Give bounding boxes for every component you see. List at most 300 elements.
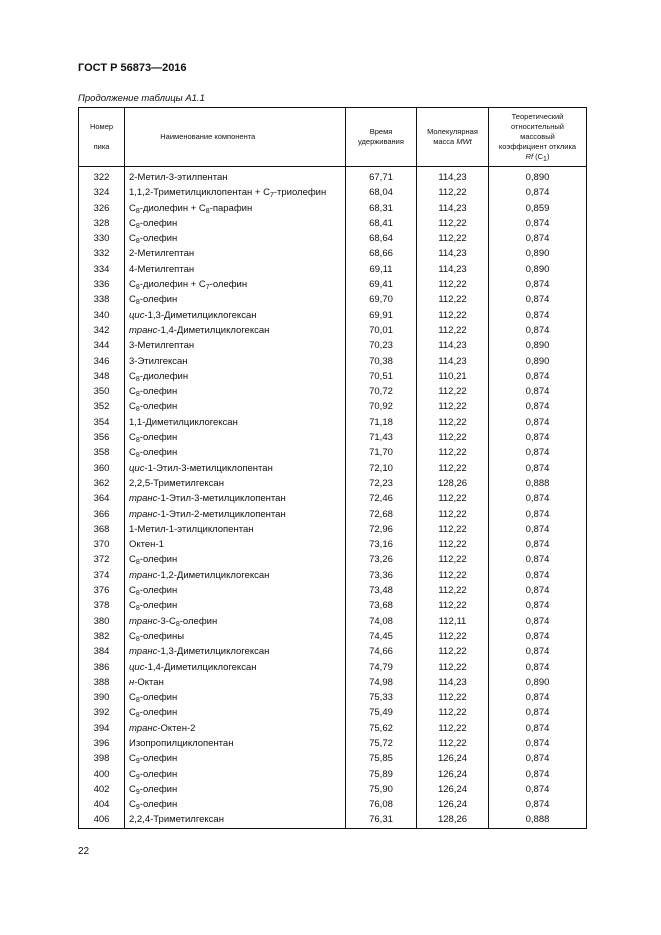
name-segment: -1-Этил-3-метилциклопентан [144,462,273,474]
name-segment: 1,1,2-Триметилциклопентан + С [129,187,270,199]
name-segment: 8 [135,635,140,643]
cell-retention-time: 72,23 [346,476,417,491]
header-retention-time: Время удерживания [346,108,417,167]
table-row [79,461,587,476]
table-row [79,476,587,491]
name-segment: 8 [135,207,140,215]
cell-retention-time: 69,70 [346,292,417,307]
name-segment: 9 [135,804,140,812]
cell-molecular-mass: 112,22 [417,491,489,506]
table-row [79,167,587,186]
cell-molecular-mass: 126,24 [417,767,489,782]
table-row [79,598,587,613]
cell-peak-number: 400 [79,767,125,782]
cell-molecular-mass: 112,22 [417,721,489,736]
cell-retention-time: 69,91 [346,308,417,323]
cell-component-name [125,767,346,782]
cell-response-factor: 0,859 [489,201,587,216]
name-segment: транс [129,324,158,336]
name-segment: -олефин [139,768,178,780]
name-segment: -олефин [139,554,178,566]
cell-molecular-mass: 112,22 [417,185,489,200]
cell-peak-number: 344 [79,338,125,353]
cell-peak-number: 392 [79,705,125,720]
cell-component-name [125,216,346,231]
cell-retention-time: 74,08 [346,614,417,629]
cell-molecular-mass: 114,23 [417,338,489,353]
header-peak-number: Номер пика [79,108,125,167]
name-segment: -Октан [134,676,164,688]
cell-component-name [125,797,346,812]
name-segment: Изопропилциклопентан [129,737,234,749]
cell-retention-time: 75,33 [346,690,417,705]
table-row [79,185,587,200]
cell-peak-number: 354 [79,415,125,430]
cell-response-factor: 0,874 [489,445,587,460]
cell-component-name [125,705,346,720]
cell-retention-time: 73,16 [346,537,417,552]
name-segment: -парафин [209,202,253,214]
cell-peak-number: 332 [79,246,125,261]
cell-peak-number: 388 [79,675,125,690]
cell-response-factor: 0,874 [489,583,587,598]
table-row [79,583,587,598]
name-segment: 8 [135,605,140,613]
table-row [79,751,587,766]
cell-molecular-mass: 114,23 [417,201,489,216]
name-segment: 3-Этилгексан [129,355,188,367]
name-segment: С [129,401,136,413]
table-row [79,568,587,583]
name-segment: 8 [135,222,140,230]
cell-response-factor: 0,874 [489,614,587,629]
cell-retention-time: 75,49 [346,705,417,720]
components-table [78,107,587,829]
table-row [79,644,587,659]
name-segment: 7 [269,192,274,200]
name-segment: С [129,217,136,229]
cell-molecular-mass: 112,22 [417,690,489,705]
cell-molecular-mass: 112,22 [417,461,489,476]
cell-peak-number: 328 [79,216,125,231]
cell-molecular-mass: 126,24 [417,797,489,812]
name-segment: транс [129,615,158,627]
cell-component-name [125,445,346,460]
table-row [79,445,587,460]
table-row [79,522,587,537]
cell-retention-time: 75,89 [346,767,417,782]
name-segment: С [129,630,136,642]
name-segment: транс [129,493,158,505]
name-segment: 8 [135,559,140,567]
cell-peak-number: 386 [79,660,125,675]
table-row [79,767,587,782]
cell-retention-time: 70,92 [346,399,417,414]
name-segment: -олефин [139,753,178,765]
table-row [79,491,587,506]
name-segment: 8 [135,590,140,598]
name-segment: -1,4-Диметилциклогексан [144,661,257,673]
cell-component-name [125,201,346,216]
cell-peak-number: 338 [79,292,125,307]
table-row [79,292,587,307]
cell-component-name [125,246,346,261]
header-molecular-mass: Молекулярная масса MWt [417,108,489,167]
cell-peak-number: 340 [79,308,125,323]
document-code: ГОСТ Р 56873—2016 [78,62,187,74]
cell-component-name [125,369,346,384]
cell-component-name [125,354,346,369]
table-row [79,705,587,720]
cell-component-name [125,812,346,828]
cell-response-factor: 0,874 [489,415,587,430]
table-row [79,399,587,414]
cell-peak-number: 378 [79,598,125,613]
cell-retention-time: 74,79 [346,660,417,675]
cell-component-name [125,308,346,323]
cell-response-factor: 0,890 [489,338,587,353]
cell-molecular-mass: 128,26 [417,476,489,491]
cell-molecular-mass: 112,22 [417,507,489,522]
name-segment: -олефин [139,783,178,795]
cell-peak-number: 352 [79,399,125,414]
name-segment: 8 [135,712,140,720]
cell-component-name [125,690,346,705]
cell-peak-number: 396 [79,736,125,751]
header-component-name: Наименование компонента [125,108,346,167]
table-row [79,277,587,292]
cell-component-name [125,751,346,766]
cell-response-factor: 0,874 [489,323,587,338]
cell-peak-number: 406 [79,812,125,828]
cell-retention-time: 69,41 [346,277,417,292]
cell-retention-time: 74,45 [346,629,417,644]
cell-component-name [125,552,346,567]
name-segment: -олефин [139,707,178,719]
cell-component-name [125,292,346,307]
cell-response-factor: 0,874 [489,537,587,552]
cell-molecular-mass: 112,22 [417,660,489,675]
table-row [79,231,587,246]
name-segment: 8 [135,406,140,414]
table-caption: Продолжение таблицы А1.1 [78,93,205,104]
cell-peak-number: 342 [79,323,125,338]
name-segment: -олефин [139,401,178,413]
cell-component-name [125,583,346,598]
cell-molecular-mass: 112,22 [417,629,489,644]
name-segment: -олефин [179,615,218,627]
cell-component-name [125,231,346,246]
cell-peak-number: 322 [79,167,125,186]
cell-component-name [125,675,346,690]
table-row [79,812,587,828]
cell-response-factor: 0,890 [489,262,587,277]
cell-peak-number: 374 [79,568,125,583]
cell-retention-time: 68,66 [346,246,417,261]
cell-response-factor: 0,874 [489,751,587,766]
cell-peak-number: 390 [79,690,125,705]
name-segment: -1-Этил-3-метилциклопентан [157,493,286,505]
table-row [79,660,587,675]
cell-response-factor: 0,874 [489,292,587,307]
cell-molecular-mass: 112,22 [417,537,489,552]
name-segment: С [129,233,136,245]
name-segment: С [129,768,136,780]
name-segment: цис [129,462,145,474]
name-segment: -олефин [139,799,178,811]
name-segment: цис [129,309,145,321]
cell-retention-time: 67,71 [346,167,417,186]
name-segment: -олефин [139,585,178,597]
cell-component-name [125,782,346,797]
cell-peak-number: 370 [79,537,125,552]
name-segment: -триолефин [273,187,327,199]
cell-molecular-mass: 112,22 [417,415,489,430]
name-segment: транс [129,569,158,581]
name-segment: транс [129,646,158,658]
cell-molecular-mass: 112,11 [417,614,489,629]
name-segment: -олефин [139,294,178,306]
cell-peak-number: 366 [79,507,125,522]
cell-component-name [125,277,346,292]
cell-response-factor: 0,874 [489,568,587,583]
cell-component-name [125,384,346,399]
cell-retention-time: 73,26 [346,552,417,567]
cell-peak-number: 402 [79,782,125,797]
cell-component-name [125,491,346,506]
cell-molecular-mass: 128,26 [417,812,489,828]
cell-component-name [125,167,346,186]
name-segment: С [129,432,136,444]
name-segment: -олефин [139,217,178,229]
cell-molecular-mass: 112,22 [417,308,489,323]
cell-peak-number: 334 [79,262,125,277]
cell-component-name [125,461,346,476]
name-segment: 9 [135,758,140,766]
cell-molecular-mass: 114,23 [417,354,489,369]
cell-response-factor: 0,874 [489,384,587,399]
name-segment: -1,2-Диметилциклогексан [157,569,270,581]
name-segment: транс [129,508,158,520]
cell-response-factor: 0,890 [489,354,587,369]
table-row [79,629,587,644]
cell-response-factor: 0,874 [489,461,587,476]
cell-molecular-mass: 112,22 [417,644,489,659]
name-segment: Октен-1 [129,539,164,551]
cell-component-name [125,598,346,613]
cell-response-factor: 0,874 [489,231,587,246]
cell-peak-number: 364 [79,491,125,506]
name-segment: С [129,554,136,566]
cell-peak-number: 348 [79,369,125,384]
name-segment: -олефин [139,233,178,245]
cell-molecular-mass: 112,22 [417,430,489,445]
cell-component-name [125,507,346,522]
cell-response-factor: 0,874 [489,629,587,644]
cell-molecular-mass: 112,22 [417,399,489,414]
table-header-row [79,108,587,167]
cell-retention-time: 75,85 [346,751,417,766]
cell-retention-time: 73,48 [346,583,417,598]
cell-component-name [125,338,346,353]
cell-peak-number: 350 [79,384,125,399]
table-row [79,507,587,522]
cell-response-factor: 0,874 [489,522,587,537]
cell-molecular-mass: 112,22 [417,277,489,292]
name-segment: 8 [135,452,140,460]
name-segment: 2-Метилгептан [129,248,195,260]
cell-response-factor: 0,874 [489,399,587,414]
cell-retention-time: 71,70 [346,445,417,460]
name-segment: 3-Метилгептан [129,340,195,352]
table-row [79,201,587,216]
cell-molecular-mass: 112,22 [417,522,489,537]
table-row [79,537,587,552]
name-segment: -олефин [139,692,178,704]
table-row [79,262,587,277]
table-row [79,721,587,736]
name-segment: С [129,386,136,398]
cell-retention-time: 70,01 [346,323,417,338]
cell-retention-time: 76,31 [346,812,417,828]
table-row [79,415,587,430]
cell-component-name [125,537,346,552]
name-segment: -1,4-Диметилциклогексан [157,324,270,336]
cell-response-factor: 0,890 [489,675,587,690]
table-body [79,167,587,829]
name-segment: С [129,707,136,719]
table-row [79,675,587,690]
cell-response-factor: 0,888 [489,476,587,491]
name-segment: 8 [135,299,140,307]
cell-peak-number: 362 [79,476,125,491]
name-segment: 1-Метил-1-этилциклопентан [129,523,254,535]
cell-response-factor: 0,874 [489,308,587,323]
table-row [79,308,587,323]
cell-molecular-mass: 114,23 [417,167,489,186]
name-segment: 9 [135,788,140,796]
name-segment: 2,2,4-Триметилгексан [129,814,224,826]
cell-component-name [125,721,346,736]
cell-response-factor: 0,888 [489,812,587,828]
cell-response-factor: 0,874 [489,721,587,736]
cell-molecular-mass: 112,22 [417,323,489,338]
name-segment: С [129,370,136,382]
cell-retention-time: 68,41 [346,216,417,231]
cell-molecular-mass: 114,23 [417,675,489,690]
name-segment: -1-Этил-2-метилциклопентан [157,508,286,520]
cell-peak-number: 382 [79,629,125,644]
name-segment: С [129,600,136,612]
cell-component-name [125,644,346,659]
name-segment: 8 [135,391,140,399]
cell-peak-number: 376 [79,583,125,598]
cell-response-factor: 0,874 [489,185,587,200]
cell-retention-time: 72,96 [346,522,417,537]
name-segment: -1,3-Диметилциклогексан [157,646,270,658]
cell-retention-time: 72,46 [346,491,417,506]
cell-retention-time: 69,11 [346,262,417,277]
cell-retention-time: 74,66 [346,644,417,659]
name-segment: С [129,753,136,765]
cell-molecular-mass: 126,24 [417,751,489,766]
name-segment: 8 [135,375,140,383]
cell-molecular-mass: 112,22 [417,384,489,399]
cell-retention-time: 68,31 [346,201,417,216]
table-row [79,246,587,261]
cell-peak-number: 346 [79,354,125,369]
table-row [79,614,587,629]
cell-retention-time: 74,98 [346,675,417,690]
cell-component-name [125,323,346,338]
cell-response-factor: 0,874 [489,690,587,705]
name-segment: -1,3-Диметилциклогексан [144,309,257,321]
cell-peak-number: 330 [79,231,125,246]
cell-molecular-mass: 112,22 [417,445,489,460]
name-segment: С [129,447,136,459]
cell-component-name [125,399,346,414]
name-segment: -диолефин + С [139,202,206,214]
name-segment: 8 [205,207,210,215]
cell-retention-time: 70,51 [346,369,417,384]
cell-retention-time: 76,08 [346,797,417,812]
cell-component-name [125,736,346,751]
cell-peak-number: 360 [79,461,125,476]
cell-molecular-mass: 114,23 [417,262,489,277]
cell-molecular-mass: 112,22 [417,292,489,307]
cell-response-factor: 0,874 [489,277,587,292]
name-segment: транс [129,722,158,734]
name-segment: С [129,202,136,214]
cell-response-factor: 0,874 [489,660,587,675]
cell-component-name [125,522,346,537]
cell-component-name [125,415,346,430]
cell-molecular-mass: 112,22 [417,736,489,751]
cell-component-name [125,614,346,629]
name-segment: -олефин [209,279,248,291]
name-segment: С [129,783,136,795]
cell-retention-time: 75,62 [346,721,417,736]
cell-component-name [125,185,346,200]
name-segment: 1,1-Диметилциклогексан [129,416,238,428]
table-row [79,354,587,369]
cell-response-factor: 0,874 [489,644,587,659]
cell-peak-number: 404 [79,797,125,812]
cell-retention-time: 75,72 [346,736,417,751]
cell-molecular-mass: 112,22 [417,705,489,720]
table-row [79,430,587,445]
cell-molecular-mass: 112,22 [417,231,489,246]
cell-response-factor: 0,874 [489,430,587,445]
name-segment: н [129,676,135,688]
cell-molecular-mass: 112,22 [417,552,489,567]
name-segment: цис [129,661,145,673]
cell-component-name [125,568,346,583]
cell-response-factor: 0,874 [489,552,587,567]
name-segment: С [129,585,136,597]
cell-response-factor: 0,874 [489,705,587,720]
cell-component-name [125,476,346,491]
name-segment: 8 [135,284,140,292]
name-segment: С [129,279,136,291]
table-row [79,216,587,231]
name-segment: -Октен-2 [157,722,196,734]
cell-component-name [125,629,346,644]
cell-molecular-mass: 112,22 [417,598,489,613]
name-segment: -олефин [139,447,178,459]
cell-response-factor: 0,874 [489,736,587,751]
cell-retention-time: 71,43 [346,430,417,445]
